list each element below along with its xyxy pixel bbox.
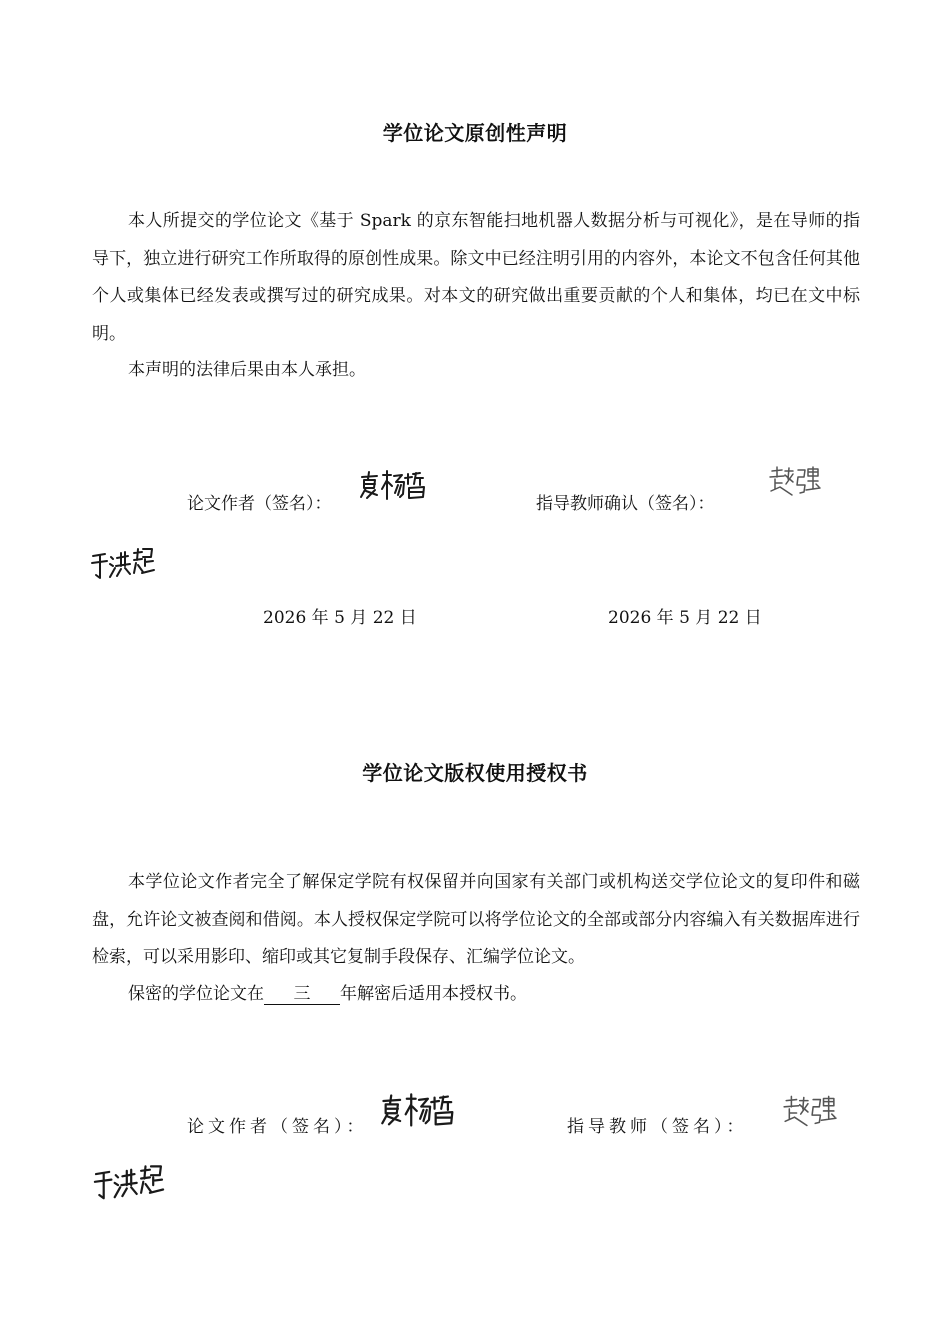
authorization-author-label: 论文作者（签名）： — [187, 1117, 368, 1137]
confidential-suffix: 年解密后适用本授权书。 — [340, 984, 527, 1004]
declaration-author-date: 2026 年 5 月 22 日 — [263, 608, 417, 628]
declaration-title: 学位论文原创性声明 — [382, 121, 568, 145]
declaration-advisor-signature — [766, 465, 822, 499]
confidential-prefix: 保密的学位论文在 — [128, 984, 264, 1004]
authorization-title: 学位论文版权使用授权书 — [362, 761, 588, 785]
confidential-years: 三 — [264, 984, 340, 1005]
declaration-author-signature — [358, 470, 430, 502]
authorization-advisor-signature — [780, 1094, 838, 1130]
declaration-author-label: 论文作者（签名）： — [187, 494, 332, 514]
authorization-extra-signature — [91, 1162, 167, 1206]
authorization-author-signature — [379, 1093, 459, 1129]
declaration-advisor-date: 2026 年 5 月 22 日 — [608, 608, 762, 628]
declaration-advisor-label: 指导教师确认（签名）： — [536, 494, 715, 514]
authorization-paragraph: 本学位论文作者完全了解保定学院有权保留并向国家有关部门或机构送交学位论文的复印件和磁盘，允许论文被查阅和借阅。本人授权保定学院可以将学位论文的全部或部分内容编入有关数据库进行检索，可以采用影印、缩印或其它复制手段保存、汇编学位论文。 — [92, 872, 860, 967]
authorization-advisor-label: 指导教师（签名）： — [567, 1117, 748, 1137]
declaration-legal-paragraph: 本声明的法律后果由本人承担。 — [128, 360, 366, 380]
declaration-paragraph: 本人所提交的学位论文《基于 Spark 的京东智能扫地机器人数据分析与可视化》，是在导师的指导下，独立进行研究工作所取得的原创性成果。除文中已经注明引用的内容外，本论文不包含任何其他个人或集体已经发表或撰写过的研究成果。对本文的研究做出重要贡献的个人和集体，均已在文中标明。 — [92, 211, 860, 344]
declaration-extra-signature — [90, 545, 156, 585]
confidential-paragraph — [92, 976, 860, 1014]
